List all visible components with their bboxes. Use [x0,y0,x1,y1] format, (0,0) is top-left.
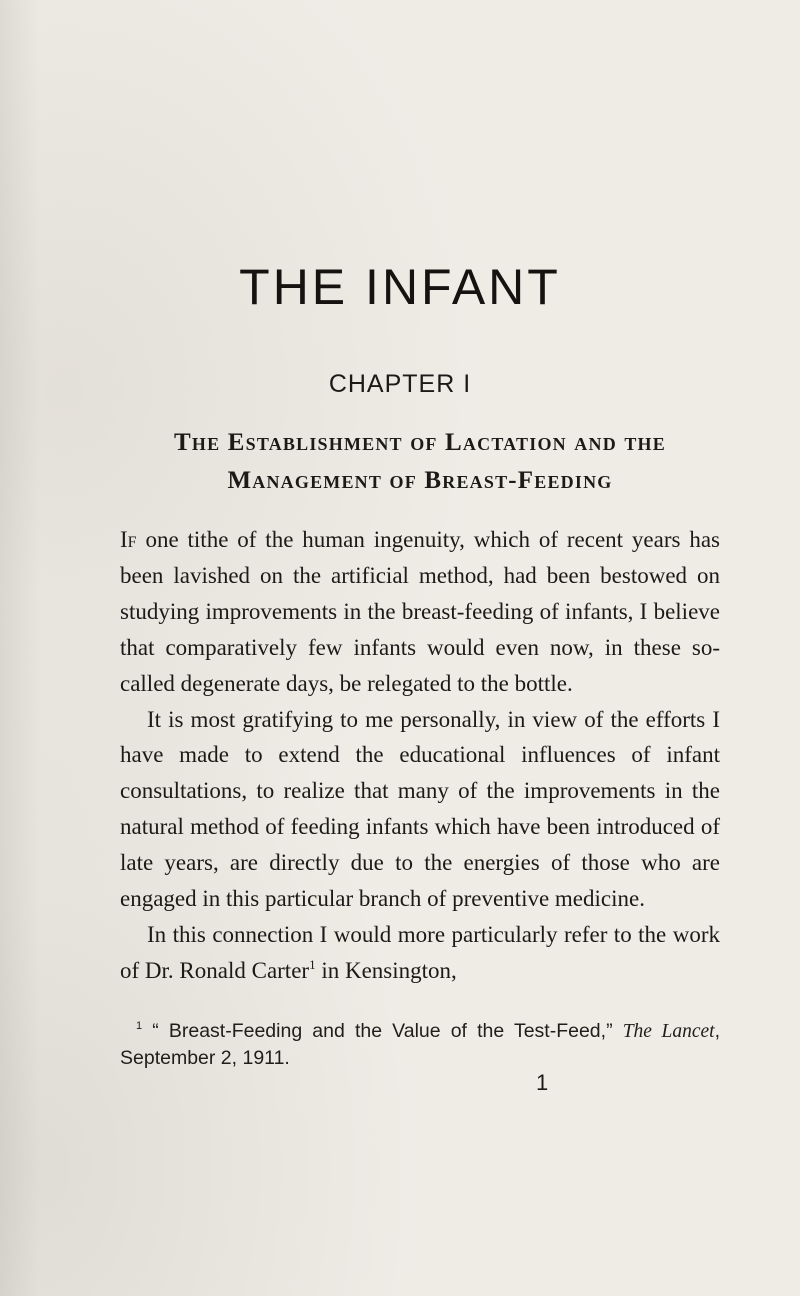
footnote-journal: The Lancet [622,1021,715,1042]
footnote-reference: 1 [309,956,316,972]
footnote-marker: 1 [136,1020,143,1032]
paragraph-1-text: one tithe of the human ingenuity, which of recent years has been lavished on the artificial method, had been bestowed on studying improvements in the breast-feeding of infants, I believe that comparatively few infants would even now, in these so-called degenerate days, be relegated to the bottle. [120,527,720,696]
body-text [120,522,720,989]
paragraph-2: It is most gratifying to me personally, in view of the efforts I have made to extend the educational influences of infant consultations, to realize that many of the improvements in the natural method of feeding infants which have been introduced of late years, are directly due to the energies of those who are engaged in this particular branch of preventive medicine. [120,706,720,912]
paragraph-3-text-before: In this connection I would more particularly refer to the work of Dr. Ronald Carter [120,921,720,983]
paragraph-1-lead: If [120,527,137,552]
footnote-date: , September 2, 1911. [120,1020,721,1069]
chapter-title-line-1: The Establishment of Lactation and the [174,429,666,456]
paragraph-3 [120,917,720,989]
footnote [120,1018,720,1072]
chapter-title-line-2: Management of Breast-Feeding [227,467,613,494]
page-number: 1 [536,1070,549,1095]
book-title: THE INFANT [239,259,561,315]
paragraph-1 [120,522,720,702]
chapter-label: CHAPTER I [328,370,472,398]
footnote-text: “ Breast-Feeding and the Value of the Test-Feed,” [152,1020,623,1042]
chapter-title [120,424,720,500]
paragraph-3-text-after: in Kensington, [315,957,457,983]
